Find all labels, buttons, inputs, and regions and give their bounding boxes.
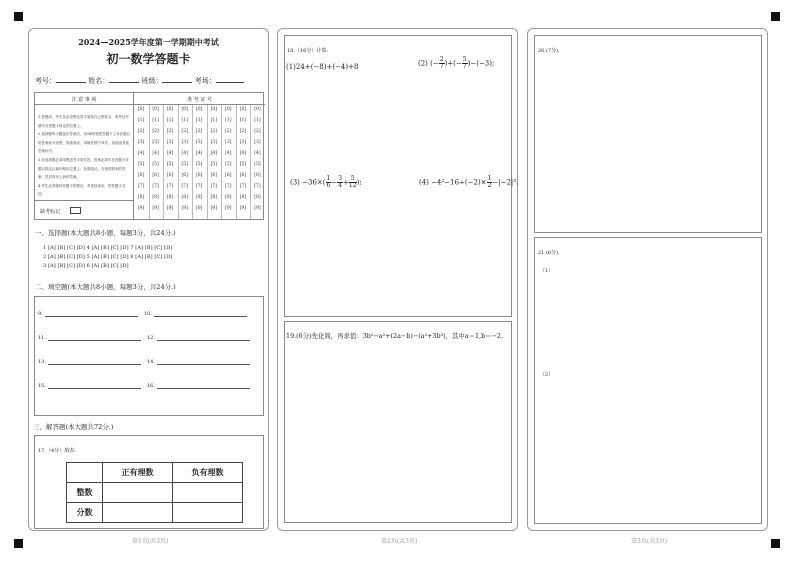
- id-bubble[interactable]: [6]: [137, 173, 145, 178]
- page-2-panel: [277, 28, 518, 531]
- mcq-row-3[interactable]: 3 [A] [B] [C] [D] 6 [A] [B] [C] [D]: [43, 263, 129, 269]
- q18-p3-den-a: 6: [326, 182, 331, 189]
- id-bubble[interactable]: [0]: [210, 107, 217, 112]
- q17-cell-integer-negative[interactable]: [173, 483, 243, 503]
- fill-blank-14[interactable]: [157, 364, 250, 365]
- q18-part-4-tail: −|−2|³.: [492, 178, 519, 187]
- registration-mark-bottom-left: [14, 539, 23, 548]
- id-bubble[interactable]: [2]: [196, 129, 203, 134]
- notice-line-1: 1.答题前，考生务必用黑色签字笔将自己的姓名、准考证号填写在答题卡规定的位置上。: [38, 115, 129, 128]
- q17-cell-fraction-negative[interactable]: [173, 503, 243, 523]
- id-bubble[interactable]: [0]: [239, 107, 247, 112]
- id-bubble[interactable]: [2]: [210, 129, 217, 134]
- q18-p4-den: 2: [487, 182, 492, 189]
- id-bubble[interactable]: [4]: [210, 151, 217, 156]
- exam-room-field[interactable]: [216, 82, 244, 83]
- id-bubble[interactable]: [2]: [225, 129, 232, 134]
- id-bubble[interactable]: [6]: [152, 173, 159, 178]
- q20-prompt: 20.(7分).: [538, 48, 560, 54]
- id-bubble[interactable]: [2]: [254, 129, 261, 134]
- id-bubble[interactable]: [0]: [181, 107, 188, 112]
- id-bubble[interactable]: [9]: [210, 206, 217, 211]
- id-bubble[interactable]: [4]: [166, 151, 174, 156]
- q21-box: [534, 237, 762, 524]
- q18-p3-num-a: 1: [326, 175, 331, 182]
- id-bubble[interactable]: [2]: [152, 129, 159, 134]
- id-digit-grid: [134, 105, 265, 219]
- id-bubble[interactable]: [7]: [210, 184, 217, 189]
- q18-part-2: (2) (− $\frac{2}{7}$ )+(− $\frac{5}{7}$ )−(−3);: [418, 56, 495, 70]
- id-bubble[interactable]: [0]: [196, 107, 203, 112]
- id-bubble[interactable]: [7]: [239, 184, 247, 189]
- id-bubble[interactable]: [9]: [239, 206, 247, 211]
- id-bubble[interactable]: [7]: [254, 184, 261, 189]
- id-bubble[interactable]: [2]: [239, 129, 247, 134]
- id-bubble[interactable]: [8]: [239, 195, 247, 200]
- id-bubble[interactable]: [9]: [152, 206, 159, 211]
- id-bubble[interactable]: [5]: [210, 162, 217, 167]
- id-bubble[interactable]: [3]: [225, 140, 232, 145]
- exam-number-label: 考号：: [35, 77, 56, 85]
- q17-prompt: 17.（4分）填表:: [38, 448, 76, 454]
- q17-header-positive: 正有理数: [103, 463, 173, 483]
- id-bubble[interactable]: [8]: [181, 195, 188, 200]
- fill-item-16: 16.: [147, 383, 155, 389]
- id-bubble[interactable]: [8]: [225, 195, 232, 200]
- id-bubble[interactable]: [9]: [225, 206, 232, 211]
- id-bubble[interactable]: [6]: [225, 173, 232, 178]
- q17-cell-fraction-positive[interactable]: [103, 503, 173, 523]
- registration-mark-top-left: [14, 12, 23, 21]
- id-bubble[interactable]: [3]: [166, 140, 174, 145]
- id-bubble[interactable]: [8]: [254, 195, 261, 200]
- id-bubble[interactable]: [7]: [137, 184, 145, 189]
- q17-row-fraction: 分数: [67, 503, 103, 523]
- id-bubble[interactable]: [4]: [225, 151, 232, 156]
- q18-p2-den-a: 7: [439, 63, 444, 70]
- q18-p3-num-c: 5: [350, 175, 355, 182]
- page-2-footer: 第2页(共3页): [381, 538, 418, 545]
- name-field[interactable]: [109, 82, 139, 83]
- fill-item-13: 13.: [38, 359, 46, 365]
- q18-part-4: [419, 176, 518, 189]
- q21-part-1: （1）: [540, 268, 554, 274]
- mcq-row-1[interactable]: 1 [A] [B] [C] [D] 4 [A] [B] [C] [D] 7 [A] [B] [C] [D]: [43, 245, 173, 251]
- absent-mark-label: 缺考标记: [40, 209, 61, 215]
- fill-item-9: 9.: [38, 311, 43, 317]
- id-bubble[interactable]: [5]: [137, 162, 145, 167]
- id-bubble[interactable]: [1]: [225, 118, 232, 123]
- id-bubble[interactable]: [0]: [166, 107, 174, 112]
- q18-prompt: 18.（16分）计算:: [287, 48, 328, 54]
- exam-number-field[interactable]: [56, 82, 86, 83]
- id-bubble[interactable]: [9]: [196, 206, 203, 211]
- fill-blank-13[interactable]: [48, 364, 141, 365]
- candidate-info-row: [35, 76, 267, 86]
- q20-box: [534, 35, 762, 233]
- id-bubble[interactable]: [2]: [166, 129, 174, 134]
- id-bubble[interactable]: [7]: [225, 184, 232, 189]
- id-bubble[interactable]: [0]: [225, 107, 232, 112]
- id-bubble[interactable]: [4]: [239, 151, 247, 156]
- id-bubble[interactable]: [1]: [166, 118, 174, 123]
- id-bubble[interactable]: [3]: [254, 140, 261, 145]
- id-bubble[interactable]: [6]: [196, 173, 203, 178]
- q18-p3-num-b: 3: [338, 175, 343, 182]
- class-label: 班级：: [141, 77, 163, 85]
- id-bubble[interactable]: [6]: [181, 173, 188, 178]
- q18-p2-num-a: 2: [439, 56, 444, 63]
- id-bubble[interactable]: [4]: [137, 151, 145, 156]
- q18-p3-den-b: 4: [338, 182, 343, 189]
- fill-item-15: 15.: [38, 383, 46, 389]
- id-bubble[interactable]: [5]: [196, 162, 203, 167]
- q18-box: [284, 35, 519, 317]
- id-bubble[interactable]: [8]: [210, 195, 217, 200]
- registration-mark-top-right: [771, 12, 780, 21]
- absent-mark-box[interactable]: [70, 207, 81, 214]
- class-field[interactable]: [162, 82, 192, 83]
- fill-blank-9[interactable]: [45, 316, 138, 317]
- id-bubble[interactable]: [8]: [137, 195, 145, 200]
- id-heading: 准 考 证 号: [187, 97, 212, 103]
- registration-mark-bottom-right: [771, 539, 780, 548]
- id-bubble[interactable]: [1]: [239, 118, 247, 123]
- id-bubble[interactable]: [7]: [152, 184, 159, 189]
- id-bubble[interactable]: [9]: [137, 206, 145, 211]
- notice-heading: 注 意 事 项: [71, 97, 97, 103]
- notice-line-2: 2.选择题每小题选出答案后，用2B铅笔把答题卡上对应题目的答案标号涂黑，如需改动，用橡皮擦干净后，再选涂其他答案标号。: [38, 132, 131, 154]
- id-bubble[interactable]: [4]: [196, 151, 203, 156]
- id-bubble[interactable]: [1]: [181, 118, 188, 123]
- id-bubble[interactable]: [3]: [181, 140, 188, 145]
- notice-text: [38, 113, 131, 199]
- page-1-footer: 第1页(共3页): [132, 538, 169, 545]
- q18-p2-den-b: 7: [462, 63, 467, 70]
- id-bubble[interactable]: [7]: [181, 184, 188, 189]
- notice-id-box: [34, 92, 264, 220]
- id-bubble[interactable]: [6]: [239, 173, 247, 178]
- q17-row-integer: 整数: [67, 483, 103, 503]
- id-bubble[interactable]: [6]: [254, 173, 261, 178]
- id-bubble[interactable]: [9]: [181, 206, 188, 211]
- q18-part-1: (1)24+(−8)+(−4)+8: [286, 63, 359, 71]
- id-bubble[interactable]: [1]: [137, 118, 145, 123]
- page-1-panel: [28, 28, 269, 531]
- name-label: 姓名：: [88, 77, 110, 85]
- q19-box: [284, 321, 512, 523]
- id-bubble[interactable]: [6]: [210, 173, 217, 178]
- id-bubble[interactable]: [1]: [210, 118, 217, 123]
- q17-corner-cell: [67, 463, 103, 483]
- exam-title: 2024—2025学年度第一学期期中考试: [78, 37, 219, 47]
- fill-blank-15[interactable]: [48, 388, 141, 389]
- id-bubble[interactable]: [5]: [254, 162, 261, 167]
- id-bubble[interactable]: [8]: [152, 195, 159, 200]
- id-bubble[interactable]: [4]: [152, 151, 159, 156]
- id-bubble[interactable]: [5]: [239, 162, 247, 167]
- id-bubble[interactable]: [1]: [152, 118, 159, 123]
- id-bubble[interactable]: [0]: [254, 107, 261, 112]
- id-bubble[interactable]: [8]: [166, 195, 174, 200]
- q18-p2-num-b: 5: [462, 56, 467, 63]
- id-bubble[interactable]: [2]: [137, 129, 145, 134]
- fill-item-14: 14.: [147, 359, 155, 365]
- fill-blank-11[interactable]: [48, 340, 141, 341]
- exam-room-label: 考场：: [194, 77, 216, 85]
- q18-p3-den-c: 12: [348, 182, 357, 189]
- section-1-title: 一、选择题(本大题共8小题，每题3分，共24分.): [35, 229, 176, 237]
- id-bubble[interactable]: [7]: [196, 184, 203, 189]
- id-bubble[interactable]: [3]: [239, 140, 247, 145]
- page-3-panel: [527, 28, 768, 531]
- q18-p4-num: 1: [487, 175, 492, 182]
- id-bubble[interactable]: [3]: [196, 140, 203, 145]
- id-bubble[interactable]: [5]: [181, 162, 188, 167]
- notice-line-4: 4.考生必须保持答题卡的整洁，考试结束后，将答题卡交回。: [38, 183, 126, 197]
- q18-part-3-tail: );: [356, 178, 362, 187]
- mcq-row-2[interactable]: 2 [A] [B] [C] [D] 5 [A] [B] [C] [D] 8 [A] [B] [C] [D]: [43, 254, 173, 260]
- id-bubble[interactable]: [5]: [152, 162, 159, 167]
- section-3-title: 三、解答题(本大题共72分.): [33, 423, 114, 431]
- id-bubble[interactable]: [2]: [181, 129, 188, 134]
- id-bubble[interactable]: [9]: [254, 206, 261, 211]
- id-bubble[interactable]: [3]: [152, 140, 159, 145]
- q18-part-2-prefix: (2): [418, 59, 428, 68]
- fill-in-box: [34, 296, 264, 416]
- id-bubble[interactable]: [6]: [166, 173, 174, 178]
- id-bubble[interactable]: [3]: [210, 140, 217, 145]
- fill-item-12: 12.: [147, 335, 155, 341]
- id-bubble[interactable]: [9]: [166, 206, 174, 211]
- fill-item-11: 11.: [38, 335, 46, 341]
- id-bubble[interactable]: [0]: [137, 107, 145, 112]
- id-bubble[interactable]: [0]: [152, 107, 159, 112]
- fill-blank-16[interactable]: [157, 388, 250, 389]
- q19-prompt: 19.(6分)先化简，再求值：3b²−a²+(2a−b)−(a²+3b²)，其中a＝1,b＝−2.: [286, 332, 504, 340]
- id-bubble[interactable]: [1]: [254, 118, 261, 123]
- sheet-title: 初一数学答题卡: [106, 52, 191, 66]
- id-bubble[interactable]: [5]: [225, 162, 232, 167]
- id-bubble[interactable]: [7]: [166, 184, 174, 189]
- section-2-title: 二、填空题(本大题共8小题，每题3分，共24分.): [35, 283, 176, 291]
- id-bubble[interactable]: [3]: [137, 140, 145, 145]
- q17-cell-integer-positive[interactable]: [103, 483, 173, 503]
- notice-line-3: 3.非选择题必须用黑色签字笔作答，答案必须写在答题卡各题目指定区域内相应位置上；如需改动，先划掉原来的答案，然后再写上新的答案。: [38, 157, 129, 180]
- fill-blank-10[interactable]: [154, 316, 247, 317]
- q18-part-3: (3) −36×( $\frac{1}{6}$ − $\frac{3}{4}$ + $\frac{5}{12}$ );: [290, 175, 362, 189]
- page-3-footer: 第3页(共3页): [631, 538, 668, 545]
- q17-table: [66, 462, 243, 523]
- q21-prompt: 21.(6分).: [538, 250, 560, 256]
- id-bubble[interactable]: [5]: [166, 162, 174, 167]
- q18-part-3-prefix: (3) −36×(: [290, 178, 326, 187]
- q18-part-2-tail: −(−3);: [470, 59, 495, 68]
- q18-part-4-prefix: (4) −4²−16÷(−2)×: [419, 178, 487, 187]
- q21-part-2: （2）: [540, 372, 554, 378]
- id-bubble[interactable]: [4]: [254, 151, 261, 156]
- q17-header-negative: 负有理数: [173, 463, 243, 483]
- fill-item-10: 10.: [144, 311, 152, 317]
- id-bubble[interactable]: [8]: [196, 195, 203, 200]
- id-bubble[interactable]: [1]: [196, 118, 203, 123]
- id-bubble[interactable]: [4]: [181, 151, 188, 156]
- fill-blank-12[interactable]: [157, 340, 250, 341]
- q17-box: [34, 435, 264, 529]
